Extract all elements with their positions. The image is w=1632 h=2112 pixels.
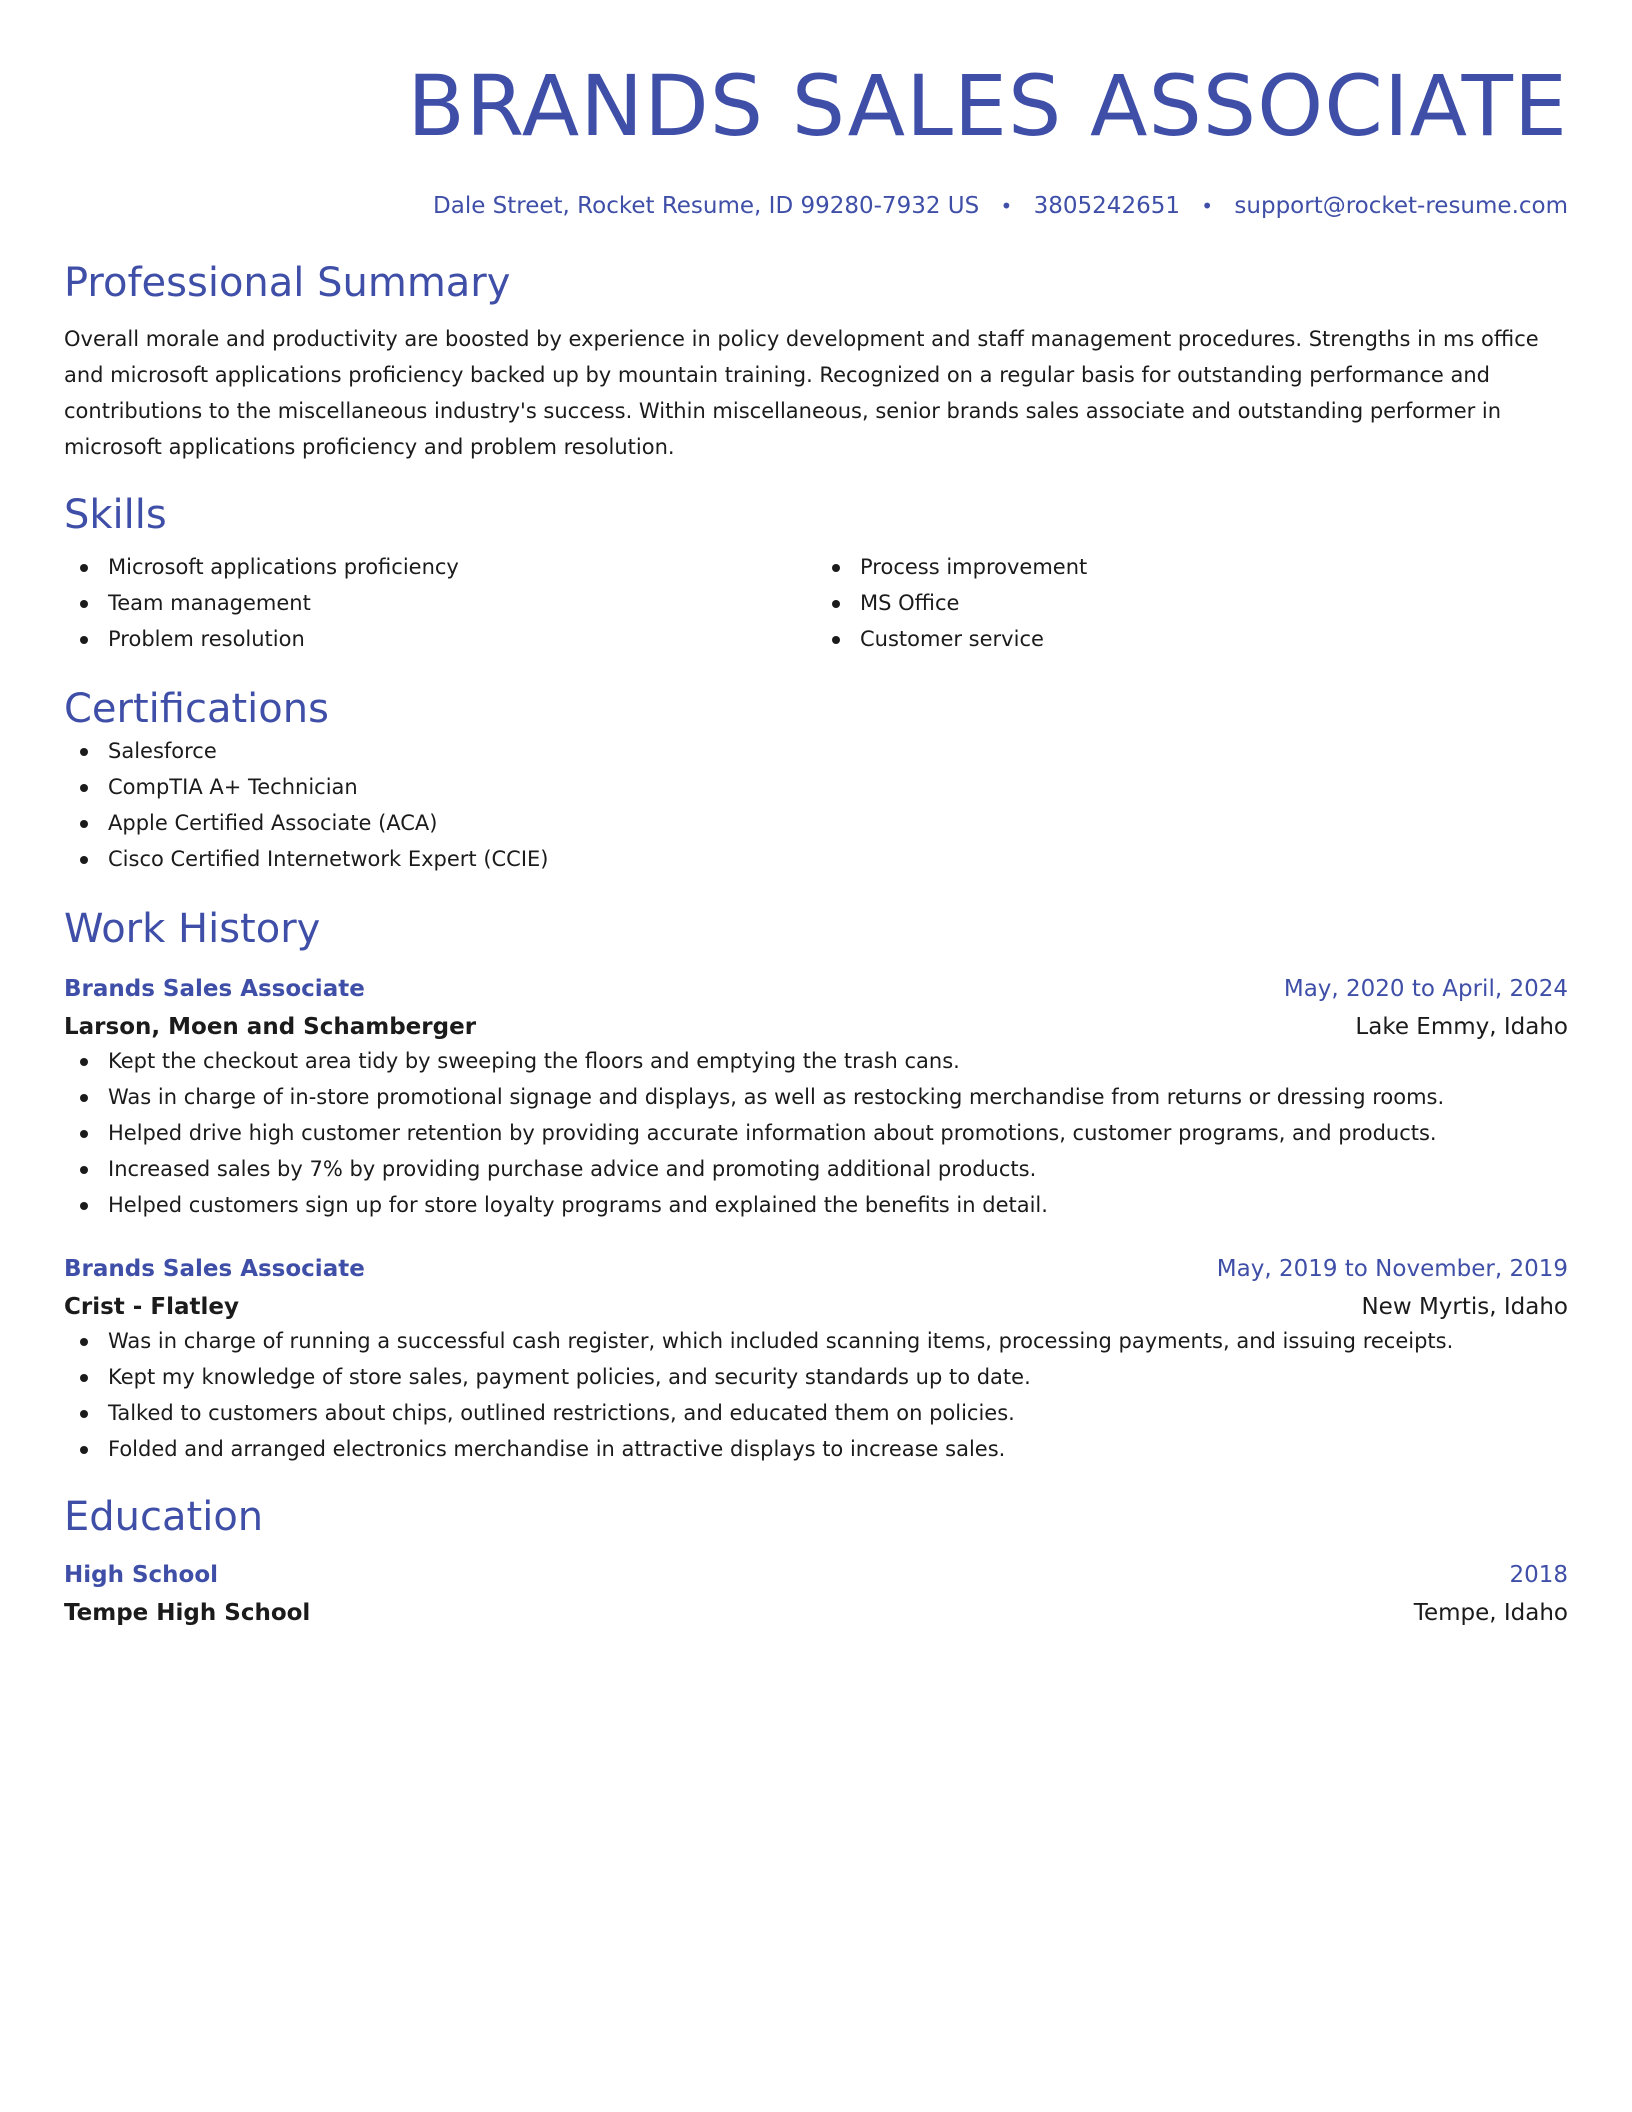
job-company: Larson, Moen and Schamberger (64, 1014, 477, 1040)
job-duty-item: Kept my knowledge of store sales, payment policies, and security standards up to date. (64, 1359, 1568, 1395)
skill-item: MS Office (860, 585, 1568, 621)
education-school: Tempe High School (64, 1600, 311, 1626)
job-duties-list (64, 1323, 1568, 1467)
job-title: Brands Sales Associate (64, 1256, 365, 1282)
skill-item: Process improvement (860, 549, 1568, 585)
education-header-row (64, 1559, 1568, 1591)
summary-text: Overall morale and productivity are boosted by experience in policy development and staff management procedures. Strengths in ms office and microsoft applications proficiency backed up by mountain training. Recognized on a regular basis for outstanding performance and contributions to the miscellaneous industry's success. Within miscellaneous, senior brands sales associate and outstanding performer in microsoft applications proficiency and problem resolution. (64, 327, 1539, 459)
section-title-certifications: Certifications (64, 686, 329, 732)
skills-column-left (64, 549, 816, 657)
education-section (64, 1493, 1568, 1629)
job-company-row (64, 1291, 1568, 1323)
job-dates: May, 2020 to April, 2024 (1283, 976, 1568, 1002)
job-duties-list (64, 1043, 1568, 1223)
education-location: Tempe, Idaho (1413, 1600, 1568, 1626)
section-title-work-history: Work History (64, 906, 321, 952)
job-duty-item: Was in charge of in-store promotional signage and displays, as well as restocking merchandise from returns or dressing rooms. (64, 1079, 1568, 1115)
job-duty-item: Was in charge of running a successful cash register, which included scanning items, processing payments, and issuing receipts. (64, 1323, 1568, 1359)
summary-section (64, 259, 1568, 465)
skill-item: Team management (108, 585, 816, 621)
contact-email[interactable]: support@rocket-resume.com (1234, 193, 1568, 219)
job-duty-item: Talked to customers about chips, outlined restrictions, and educated them on policies. (64, 1395, 1568, 1431)
certifications-section (64, 685, 1568, 877)
skill-item: Customer service (860, 621, 1568, 657)
job-duty-item: Folded and arranged electronics merchandise in attractive displays to increase sales. (64, 1431, 1568, 1467)
job-entry (64, 973, 1568, 1223)
job-duty-item: Helped customers sign up for store loyalty programs and explained the benefits in detail. (64, 1187, 1568, 1223)
resume-header (64, 58, 1568, 221)
job-title: Brands Sales Associate (64, 976, 365, 1002)
contact-separator: • (1201, 194, 1214, 218)
education-school-row (64, 1597, 1568, 1629)
candidate-title: BRANDS SALES ASSOCIATE (407, 57, 1568, 155)
job-location: Lake Emmy, Idaho (1355, 1014, 1568, 1040)
skills-section (64, 491, 1568, 657)
job-entry (64, 1253, 1568, 1467)
skills-column-right (816, 549, 1568, 657)
work-history-section (64, 905, 1568, 1467)
section-title-summary: Professional Summary (64, 260, 511, 306)
contact-separator: • (1000, 194, 1013, 218)
contact-phone: 3805242651 (1033, 193, 1180, 219)
skill-item: Microsoft applications proficiency (108, 549, 816, 585)
job-duty-item: Helped drive high customer retention by providing accurate information about promotions, customer programs, and products. (64, 1115, 1568, 1151)
skills-grid (64, 549, 1568, 657)
certification-item: Cisco Certified Internetwork Expert (CCIE) (64, 841, 1568, 877)
certifications-list (64, 733, 1568, 877)
job-dates: May, 2019 to November, 2019 (1216, 1256, 1568, 1282)
section-title-skills: Skills (64, 492, 167, 538)
contact-line (64, 191, 1568, 221)
job-duty-item: Kept the checkout area tidy by sweeping the floors and emptying the trash cans. (64, 1043, 1568, 1079)
skill-item: Problem resolution (108, 621, 816, 657)
contact-address: Dale Street, Rocket Resume, ID 99280-7932 US (433, 193, 980, 219)
job-company: Crist - Flatley (64, 1294, 239, 1320)
job-duty-item: Increased sales by 7% by providing purchase advice and promoting additional products. (64, 1151, 1568, 1187)
certification-item: CompTIA A+ Technician (64, 769, 1568, 805)
education-degree: High School (64, 1562, 219, 1588)
certification-item: Apple Certified Associate (ACA) (64, 805, 1568, 841)
job-header-row (64, 1253, 1568, 1285)
certification-item: Salesforce (64, 733, 1568, 769)
job-company-row (64, 1011, 1568, 1043)
job-header-row (64, 973, 1568, 1005)
job-location: New Myrtis, Idaho (1361, 1294, 1568, 1320)
section-title-education: Education (64, 1494, 264, 1540)
education-year: 2018 (1509, 1562, 1568, 1588)
